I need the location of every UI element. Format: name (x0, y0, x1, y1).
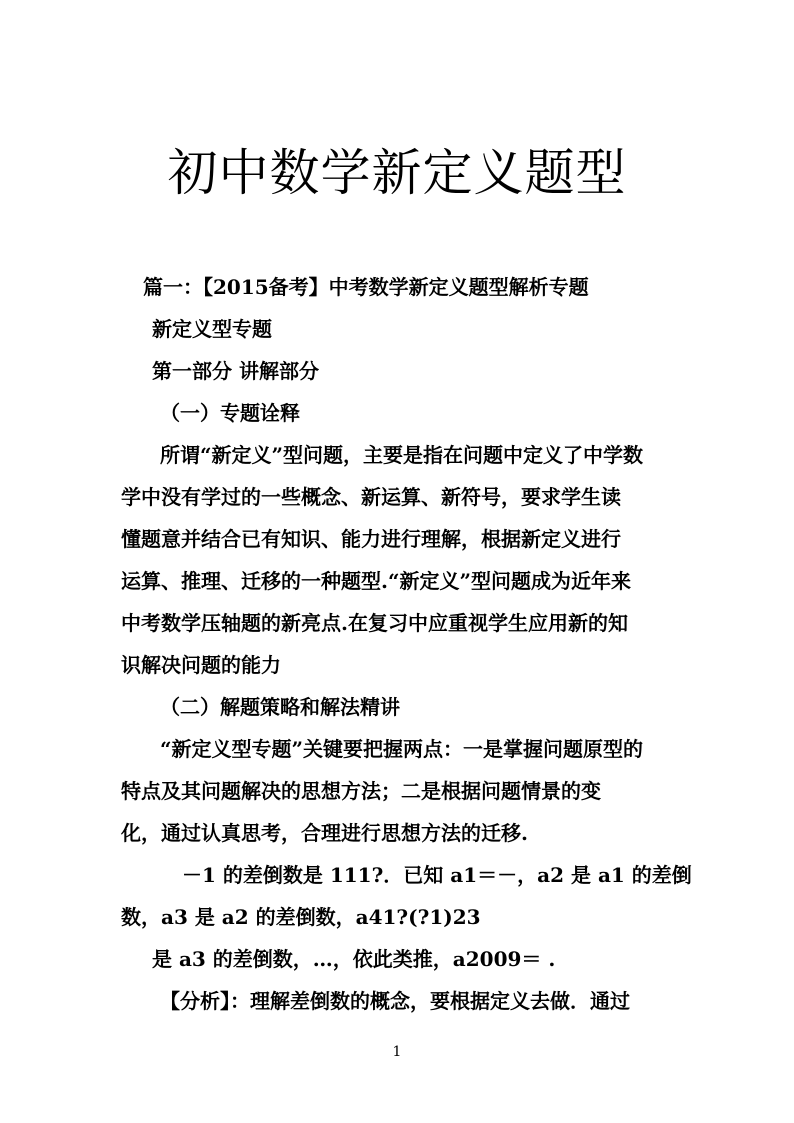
analysis-line: 【分析】：理解差倒数的概念，要根据定义去做．通过 (160, 989, 630, 1013)
example-line: 是 a3 的差倒数，…，依此类推，a2009＝ . (152, 947, 556, 971)
section-heading: 新定义型专题 (152, 317, 272, 341)
paragraph-line: 中考数学压轴题的新亮点.在复习中应重视学生应用新的知 (121, 611, 628, 635)
subsection-heading: （一）专题诠释 (160, 401, 300, 425)
paragraph-line: “新定义型专题”关键要把握两点：一是掌握问题原型的 (160, 737, 644, 761)
subsection-heading: （二）解题策略和解法精讲 (160, 695, 400, 719)
page-number: 1 (392, 1044, 402, 1060)
paragraph-line: 运算、推理、迁移的一种题型.“新定义”型问题成为近年来 (121, 569, 631, 593)
part-heading: 第一部分 讲解部分 (152, 359, 319, 383)
document-title: 初中数学新定义题型 (167, 144, 627, 202)
paragraph-line: 特点及其问题解决的思想方法；二是根据问题情景的变 (121, 779, 601, 803)
paragraph-line: 学中没有学过的一些概念、新运算、新符号，要求学生读 (121, 485, 621, 509)
article-heading: 篇一：【2015备考】中考数学新定义题型解析专题 (143, 275, 589, 299)
paragraph-line: 懂题意并结合已有知识、能力进行理解，根据新定义进行 (121, 527, 621, 551)
paragraph-line: 识解决问题的能力 (121, 653, 281, 677)
example-line: －1 的差倒数是 111?．已知 a1＝－，a2 是 a1 的差倒 (182, 863, 692, 887)
paragraph-line: 化，通过认真思考，合理进行思想方法的迁移. (121, 821, 528, 845)
paragraph-line: 所谓“新定义”型问题，主要是指在问题中定义了中学数 (160, 443, 644, 467)
example-line: 数，a3 是 a2 的差倒数，a41?(?1)23 (121, 905, 481, 929)
